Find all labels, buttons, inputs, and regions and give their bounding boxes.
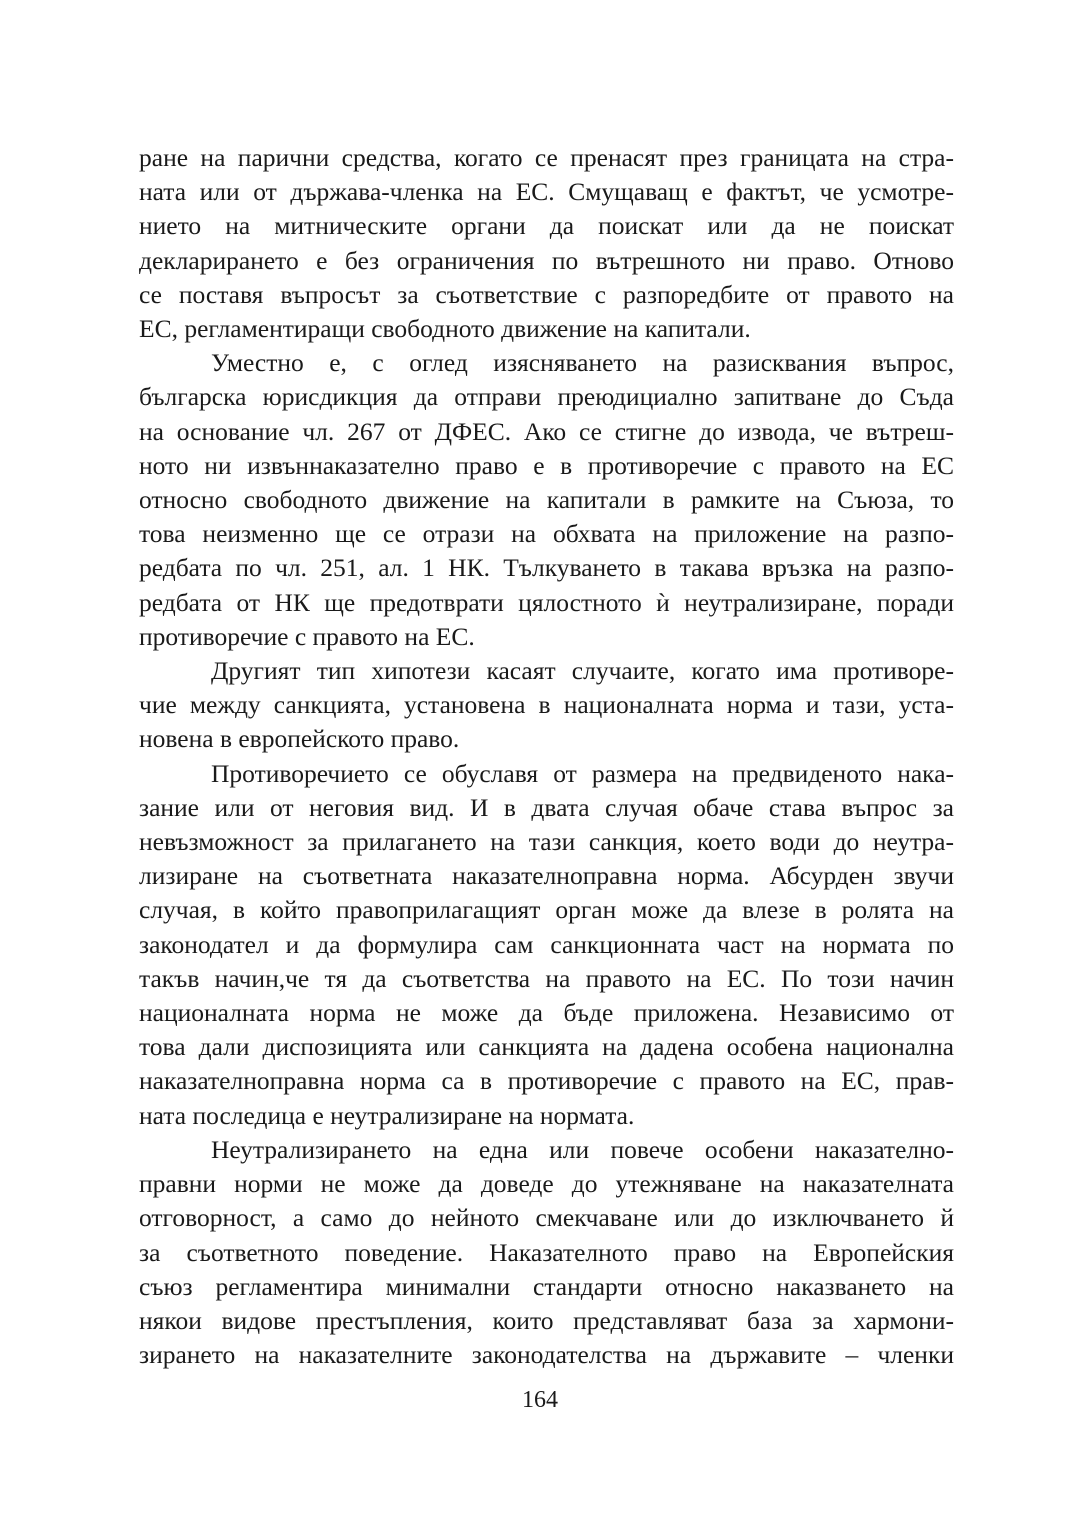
text-line: Другият тип хипотези касаят случаите, когато има противоре-: [211, 656, 954, 686]
text-line: ната или от държава-членка на ЕС. Смущаващ е фактът, че усмотре-: [139, 177, 954, 207]
text-line: декларирането е без ограничения по вътрешното ни право. Отново: [139, 245, 954, 275]
text-line: отговорност, а само до нейното смекчаване или до изключването й: [139, 1203, 954, 1233]
page-body: [139, 141, 954, 1372]
text-line: ната последица е неутрализиране на нормата.: [139, 1100, 635, 1130]
text-line: ране на парични средства, когато се пренасят през границата на стра-: [139, 143, 954, 172]
text-line: съюз регламентира минимални стандарти относно наказването на: [139, 1271, 954, 1301]
paragraph: [139, 757, 954, 1133]
text-line: за съответното поведение. Наказателното право на Европейския: [139, 1237, 954, 1267]
page-number: 164: [522, 1387, 558, 1413]
text-line: Неутрализирането на една или повече особени наказателно-: [211, 1134, 954, 1164]
text-line: Уместно е, с оглед изясняването на разисквания въпрос,: [211, 348, 954, 378]
text-line: случая, в който правоприлагащият орган може да влезе в ролята на: [139, 895, 954, 925]
text-line: българска юрисдикция да отправи преюдициално запитване до Съда: [139, 382, 954, 412]
text-line: нието на митническите органи да поискат или да не поискат: [139, 211, 954, 241]
text-line: ЕС, регламентиращи свободното движение на капитали.: [139, 314, 751, 344]
text-line: Противоречието се обуславя от размера на предвиденото нака-: [211, 758, 954, 788]
text-line: редбата от НК ще предотврати цялостното ѝ неутрализиране, поради: [139, 587, 954, 617]
text-line: някои видове престъпления, които представляват база за хармони-: [139, 1305, 954, 1335]
text-line: новена в европейското право.: [139, 724, 460, 754]
text-line: относно свободното движение на капитали в рамките на Съюза, то: [139, 485, 954, 515]
text-line: националната норма не може да бъде приложена. Независимо от: [139, 998, 954, 1028]
text-line: наказателноправна норма са в противоречие с правото на ЕС, прав-: [139, 1066, 954, 1096]
text-line: чие между санкцията, установена в националната норма и тази, уста-: [139, 690, 954, 720]
text-line: това неизменно ще се отрази на обхвата на приложение на разпо-: [139, 519, 954, 549]
text-line: се поставя въпросът за съответствие с разпоредбите от правото на: [139, 279, 954, 309]
text-line: законодател и да формулира сам санкционната част на нормата по: [139, 929, 954, 959]
text-line: редбата по чл. 251, ал. 1 НК. Тълкуването в такава връзка на разпо-: [139, 553, 954, 583]
text-line: такъв начин,че тя да съответства на правото на ЕС. По този начин: [139, 963, 954, 993]
text-line: противоречие с правото на ЕС.: [139, 621, 475, 651]
text-line: невъзможност за прилагането на тази санкция, което води до неутра-: [139, 827, 954, 857]
text-line: ното ни извъннаказателно право е в противоречие с правото на ЕС: [139, 450, 954, 480]
text-line: зание или от неговия вид. И в двата случая обаче става въпрос за: [139, 792, 954, 822]
text-line: на основание чл. 267 от ДФЕС. Ако се стигне до извода, че вътреш-: [139, 416, 954, 446]
text-line: това дали диспозицията или санкцията на дадена особена национална: [139, 1032, 954, 1062]
text-line: правни норми не може да доведе до утежняване на наказателната: [139, 1169, 954, 1199]
paragraph: [139, 346, 954, 654]
paragraph: [139, 1133, 954, 1372]
text-line: зирането на наказателните законодателства на държавите – членки: [139, 1340, 954, 1370]
paragraph: [139, 654, 954, 757]
paragraph: [139, 141, 954, 346]
text-line: лизиране на съответната наказателноправна норма. Абсурден звучи: [139, 861, 954, 891]
